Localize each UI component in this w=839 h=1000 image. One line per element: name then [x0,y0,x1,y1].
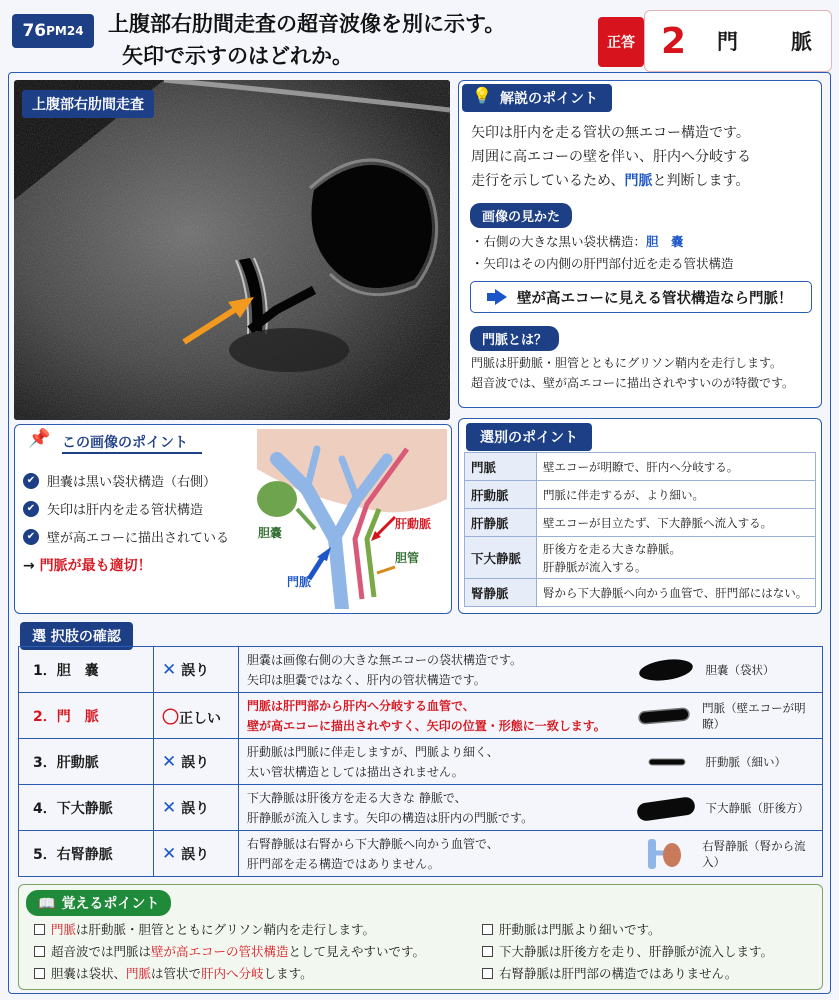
memory-text: 肝動脈は門脈より細いです。 [499,922,661,937]
choice-explanation [239,647,634,693]
sorting-row [465,537,816,579]
explanation-panel [458,80,822,408]
explanation-line3-emphasis: 門脈 [624,173,653,189]
image-points-list [23,471,229,575]
choice-judgement [154,831,239,877]
callout-text: 壁が高エコーに見える管状構造なら門脈！ [517,290,793,307]
sorting-text: 腎から下大静脈へ向かう血管で、肝門部にはない。 [537,579,816,607]
conclusion-arrow: → [23,558,40,574]
sorting-text: 壁エコーが明瞭で、肝内へ分岐する。 [537,453,816,481]
circle-icon: 〇 [162,708,179,728]
explanation-line1: 下大静脈は肝後方を走る大きな 静脈で、 [247,790,467,805]
lightbulb-icon: 💡 [472,86,492,105]
explanation-line2: 肝門部を走る構造ではありません。 [247,856,440,871]
memory-emphasis: 門脈 [126,966,152,981]
sorting-row [465,453,816,481]
choice-row-2 [19,693,823,739]
judgement-text: 誤り [181,662,210,679]
answer-text: 門 脈 [717,30,828,54]
image-point-1 [23,471,229,490]
choice-figure [634,831,823,877]
gallbladder-shape-icon [634,657,698,683]
judgement-text: 正しい [179,711,221,727]
sorting-text-line1: 肝後方を走る大きな静脈。 [543,541,681,556]
memory-text: として見えやすいです。 [288,944,426,959]
view-bullets [471,231,734,275]
ultrasound-label: 上腹部右肋間走査 [22,90,154,118]
explanation-line3-post: と判断します。 [652,173,750,189]
choice-number: 2．門 脈 [19,693,154,739]
explanation-line2: 矢印は胆嚢ではなく、肝内の管状構造です。 [247,672,486,687]
choices-title: 選 択肢の確認 [20,622,133,650]
image-points-title-underline [62,452,202,454]
choice-judgement [154,647,239,693]
memory-text: は肝動脈・胆管とともにグリソン鞘内を走行します。 [76,922,376,937]
question-id: 76 [22,21,47,41]
question-suffix: PM24 [46,24,84,38]
choice-explanation [239,785,634,831]
image-point-1-text: 胆嚢は黒い袋状構造（右側） [47,475,217,490]
image-point-2 [23,499,229,518]
portal-vein-title: 門脈とは？ [470,326,559,351]
choice-figure [634,785,823,831]
diagram-label-portal: 門脈 [287,575,312,589]
checkbox-icon [34,924,45,935]
figure-label: 右腎静脈（腎から流入） [702,838,806,869]
image-point-3 [23,527,229,546]
memory-item-left-2 [34,942,425,960]
conclusion-text: 門脈が最も適切！ [39,558,152,574]
explanation-title-text: 解説のポイント [500,91,598,107]
memory-title-text: 覚えるポイント [61,896,160,912]
memory-text: 下大静脈は肝後方を走り、肝静脈が流入します。 [499,944,774,959]
memory-item-right-2 [482,942,773,960]
question-number-badge [12,14,94,48]
choice-number: 1．胆 嚢 [19,647,154,693]
memory-text-pre: 超音波では門脈は [51,944,152,959]
choice-figure [634,739,823,785]
memory-emphasis: 壁が高エコーの管状構造 [151,944,289,959]
explanation-line1: 胆嚢は画像右側の大きな無エコーの袋状構造です。 [247,652,523,667]
question-title-line1: 上腹部右肋間走査の超音波像を別に示す。 [108,12,506,36]
cross-icon: ✕ [162,751,177,772]
book-icon: 📖 [38,896,56,912]
question-title-line2: 矢印で示すのはどれか。 [122,44,353,68]
explanation-line3 [471,169,751,193]
sorting-row [465,481,816,509]
figure-label: 門脈（壁エコーが明瞭） [702,700,806,731]
view-title: 画像の見かた [470,203,572,228]
answer-box [644,10,832,72]
memory-item-left-1 [34,920,375,938]
figure-label: 胆嚢（袋状） [705,662,775,677]
choice-judgement [154,693,239,739]
image-points-conclusion [23,555,229,575]
diagram-label-bileduct: 胆管 [395,551,420,565]
explanation-line2: 太い管状構造としては描出されません。 [247,764,464,779]
sorting-text: 壁エコーが目立たず、下大静脈へ流入する。 [537,509,816,537]
memory-text-mid: は管状で [151,966,202,981]
choice-explanation [239,693,634,739]
memory-title [26,890,171,916]
diagram-label-artery: 肝動脈 [395,517,432,531]
checkbox-icon [482,946,493,957]
callout-box [470,281,812,313]
explanation-line3-pre: 走行を示しているため、 [471,173,625,189]
choices-table [18,646,823,877]
memory-emphasis-2: 肝内へ分岐 [201,966,264,981]
view-bullet-1-emphasis: 胆 嚢 [646,234,684,249]
sorting-key: 肝静脈 [465,509,537,537]
portal-vein-description-2: 超音波では、壁が高エコーに描出されやすいのが特徴です。 [471,376,795,390]
choice-judgement [154,785,239,831]
view-bullet-2: ・矢印はその内側の肝門部付近を走る管状構造 [471,256,734,271]
choice-row-1 [19,647,823,693]
checkbox-icon [482,968,493,979]
sorting-key: 腎静脈 [465,579,537,607]
choice-judgement [154,739,239,785]
choice-row-5 [19,831,823,877]
choice-row-3 [19,739,823,785]
ivc-tube-icon [634,794,698,822]
sorting-row [465,509,816,537]
arrow-right-icon [495,289,507,305]
checkbox-icon [482,924,493,935]
memory-text-pre: 胆嚢は袋状、 [51,966,127,981]
memory-item-right-3 [482,964,737,982]
question-title [108,8,578,72]
cross-icon: ✕ [162,659,177,680]
check-icon: ✔ [23,529,39,545]
figure-label: 下大静脈（肝後方） [705,800,809,815]
check-icon: ✔ [23,473,39,489]
explanation-line1: 右腎静脈は右腎から下大静脈へ向かう血管で、 [247,836,499,851]
choice-number: 5．右腎静脈 [19,831,154,877]
judgement-text: 誤り [181,754,210,771]
explanation-line2: 肝静脈が流入します。矢印の構造は肝内の門脈です。 [247,810,534,825]
choice-explanation [239,831,634,877]
portal-vein-tube-icon [634,706,695,726]
portal-vein-description-1: 門脈は肝動脈・胆管とともにグリソン鞘内を走行します。 [471,356,783,370]
sorting-key: 肝動脈 [465,481,537,509]
checkbox-icon [34,946,45,957]
choice-figure [634,647,823,693]
ultrasound-drawing [14,80,450,420]
memory-emphasis: 門脈 [51,922,77,937]
correct-answer-label: 正答 [598,17,644,67]
choice-row-4 [19,785,823,831]
choice-figure [634,693,823,739]
sorting-key: 門脈 [465,453,537,481]
sorting-text-line2: 肝静脈が流入する。 [543,559,647,574]
image-point-3-text: 壁が高エコーに描出されている [47,531,230,546]
view-bullet-1 [471,231,734,253]
explanation-title [462,84,612,112]
view-bullet-1-pre: ・右側の大きな黒い袋状構造： [471,234,647,249]
check-icon: ✔ [23,501,39,517]
cross-icon: ✕ [162,843,177,864]
memory-item-right-1 [482,920,661,938]
sorting-title: 選別のポイント [466,423,592,451]
memory-item-left-3 [34,964,313,982]
explanation-line1: 矢印は肝内を走る管状の無エコー構造です。 [471,125,750,141]
memory-text: します。 [263,966,313,981]
image-points-title: この画像のポイント [62,435,188,451]
choice-number: 3．肝動脈 [19,739,154,785]
sorting-text [537,537,816,579]
image-point-2-text: 矢印は肝内を走る管状構造 [47,503,204,518]
diagram-label-gallbladder: 胆嚢 [258,526,283,540]
judgement-text: 誤り [181,846,210,863]
memory-text: 右腎静脈は肝門部の構造ではありません。 [499,966,738,981]
sorting-row [465,579,816,607]
choice-explanation [239,739,634,785]
checkbox-icon [34,968,45,979]
sorting-key: 下大静脈 [465,537,537,579]
explanation-line2: 周囲に高エコーの壁を伴い、肝内へ分岐する [471,149,751,165]
figure-label: 肝動脈（細い） [705,754,786,769]
pin-icon: 📌 [28,428,51,449]
explanation-line1: 門脈は肝門部から肝内へ分岐する血管で、 [247,698,475,713]
explanation-line1: 肝動脈は門脈に伴走しますが、門脈より細く、 [247,744,499,759]
renal-vein-kidney-icon [634,837,695,871]
cross-icon: ✕ [162,797,177,818]
artery-thin-tube-icon [634,755,698,769]
choice-number: 4．下大静脈 [19,785,154,831]
judgement-text: 誤り [181,800,210,817]
portal-vein-description [471,353,794,393]
ultrasound-image [14,80,450,420]
explanation-line2: 壁が高エコーに描出されやすく、矢印の位置・形態に一致します。 [247,718,606,733]
answer-number: 2 [661,20,687,62]
sorting-text: 門脈に伴走するが、より細い。 [537,481,816,509]
sorting-table [464,452,816,607]
